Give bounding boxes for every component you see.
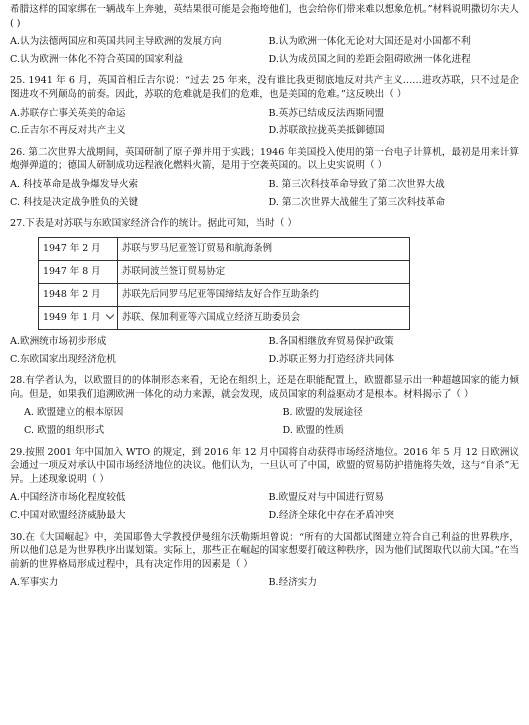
q27-date-cell — [39, 306, 118, 329]
q29-option-c: C.中国对欧盟经济威胁最大 — [10, 510, 126, 522]
question-24 — [10, 3, 519, 68]
question-28-stem: 28.有学者认为，以欧盟目的的体制形态来看，无论在组织上，还是在职能配置上，欧盟都显示出一种超越国家的能力倾向。但是，如果我们追溯欧洲一体化的动力来源，就会发现，成员国家的利益驱动才是根本。材料揭示了（ ） — [10, 375, 519, 400]
question-26-options — [10, 176, 519, 211]
q24-option-a: A.认为法德两国应和英国共同主导欧洲的发展方向 — [10, 36, 222, 48]
q27-event: 苏联、保加利亚等六国成立经济互助委员会 — [118, 306, 410, 329]
q27-date: 1948 年 2 月 — [39, 283, 118, 306]
q28-option-a: A. 欧盟建立的根本原因 — [24, 407, 124, 419]
q25-option-a: A.苏联存亡事关英美的命运 — [10, 107, 126, 119]
question-30-stem: 30.在《大国崛起》中，美国耶鲁大学教授伊曼纽尔沃勒斯坦曾说：“所有的大国都试图建立符合自己利益的世界秩序，所以他们总是为世界秩序出谋划策。实际上，那些正在崛起的国家想要打破这种秩序，因为他们试图取代以前大国。”在当前新的世界格局形成过程中，具有决定作用的因素是（ ） — [10, 531, 519, 570]
question-30-options — [10, 574, 519, 592]
question-26-stem: 26. 第二次世界大战期间，英国研制了原子弹并用于实践；1946 年美国投入使用的第一台电子计算机，最初是用来计算炮弹弹道的；德国人研制成功远程液化燃料火箭，是用于空袭英国的。以上史实说明（ ） — [10, 146, 519, 172]
question-24-stem: 希腊这样的国家绑在一辆战车上奔驰，英结果很可能是会拖垮他们，也会给你们带来难以想象危机。”材料说明撒切尔夫人( ) — [10, 4, 519, 29]
question-27-options — [10, 333, 519, 368]
q27-option-d: D.苏联正努力打造经济共同体 — [268, 353, 395, 365]
q29-option-b: B.欧盟反对与中国进行贸易 — [268, 492, 385, 504]
q28-option-c: C. 欧盟的组织形式 — [24, 424, 105, 436]
q27-date: 1947 年 8 月 — [39, 260, 118, 283]
chevron-down-icon — [105, 311, 113, 319]
question-28-options — [10, 404, 519, 439]
question-25 — [10, 74, 519, 139]
q24-option-b: B.认为欧洲一体化无论对大国还是对小国都不利 — [268, 36, 471, 48]
q27-table — [38, 237, 410, 330]
q25-option-c: C.丘吉尔不再反对共产主义 — [10, 125, 126, 137]
q25-option-d: D.苏联欲拉拢英美抵御德国 — [268, 125, 385, 137]
question-25-stem: 25. 1941 年 6 月，英国首相丘吉尔说：“过去 25 年来，没有谁比我更彻底地反对共产主义……进攻苏联，只不过是企图进攻不列颠岛的前奏。因此，苏联的危难就是我们的危难，也是美国的危难。”这反映出（ ） — [10, 75, 519, 101]
question-28 — [10, 374, 519, 439]
question-27 — [10, 217, 519, 368]
q27-option-c: C.东欧国家出现经济危机 — [10, 353, 116, 365]
q30-option-b: B.经济实力 — [268, 577, 317, 589]
q29-option-a: A.中国经济市场化程度较低 — [10, 492, 126, 504]
question-26 — [10, 146, 519, 211]
q27-option-a: A.欧洲统市场初步形成 — [10, 335, 107, 347]
q25-option-b: B.英苏已结成反法西斯同盟 — [268, 107, 385, 119]
table-row — [39, 283, 410, 306]
q28-option-b: B. 欧盟的发展途径 — [282, 407, 363, 419]
q26-option-d: D. 第二次世界大战催生了第三次科技革命 — [268, 196, 446, 208]
question-27-stem: 27.下表是对苏联与东欧国家经济合作的统计。据此可知，当时（ ） — [10, 218, 297, 230]
question-30 — [10, 531, 519, 592]
q24-option-d: D.认为成员国之间的差距会阻碍欧洲一体化进程 — [268, 53, 471, 65]
q27-option-b: B.各国相继放弃贸易保护政策 — [268, 335, 394, 347]
q26-option-c: C. 科技是决定战争胜负的关键 — [10, 196, 139, 208]
q28-option-d: D. 欧盟的性质 — [282, 424, 344, 436]
q26-option-b: B. 第三次科技革命导致了第二次世界大战 — [268, 179, 445, 191]
q29-option-d: D.经济全球化中存在矛盾冲突 — [268, 510, 395, 522]
q30-option-a: A.军事实力 — [10, 577, 59, 589]
question-25-options — [10, 105, 519, 140]
table-row — [39, 306, 410, 329]
q24-option-c: C.认为欧洲一体化不符合英国的国家利益 — [10, 53, 184, 65]
question-29-options — [10, 489, 519, 524]
question-29 — [10, 446, 519, 525]
question-24-options — [10, 33, 519, 68]
q26-option-a: A. 科技革命是战争爆发导火索 — [10, 179, 139, 191]
table-row — [39, 260, 410, 283]
q27-event: 苏联与罗马尼亚签订贸易和航海条例 — [118, 237, 410, 260]
q27-event: 苏联同波兰签订贸易协定 — [118, 260, 410, 283]
q27-date: 1947 年 2 月 — [39, 237, 118, 260]
q27-date: 1949 年 1 月 — [43, 312, 101, 324]
q27-event: 苏联先后同罗马尼亚等国缔结友好合作互助条约 — [118, 283, 410, 306]
table-row — [39, 237, 410, 260]
question-29-stem: 29.按照 2001 年中国加入 WTO 的规定，到 2016 年 12 月中国将自动获得市场经济地位。2016 年 5 月 12 日欧洲议会通过一项反对承认中国市场经济地位的决议。他们认为，一旦认可了中国，欧盟的贸易防护措施将失效，这与“自杀”无异。上述现象说明（ ） — [10, 446, 519, 485]
